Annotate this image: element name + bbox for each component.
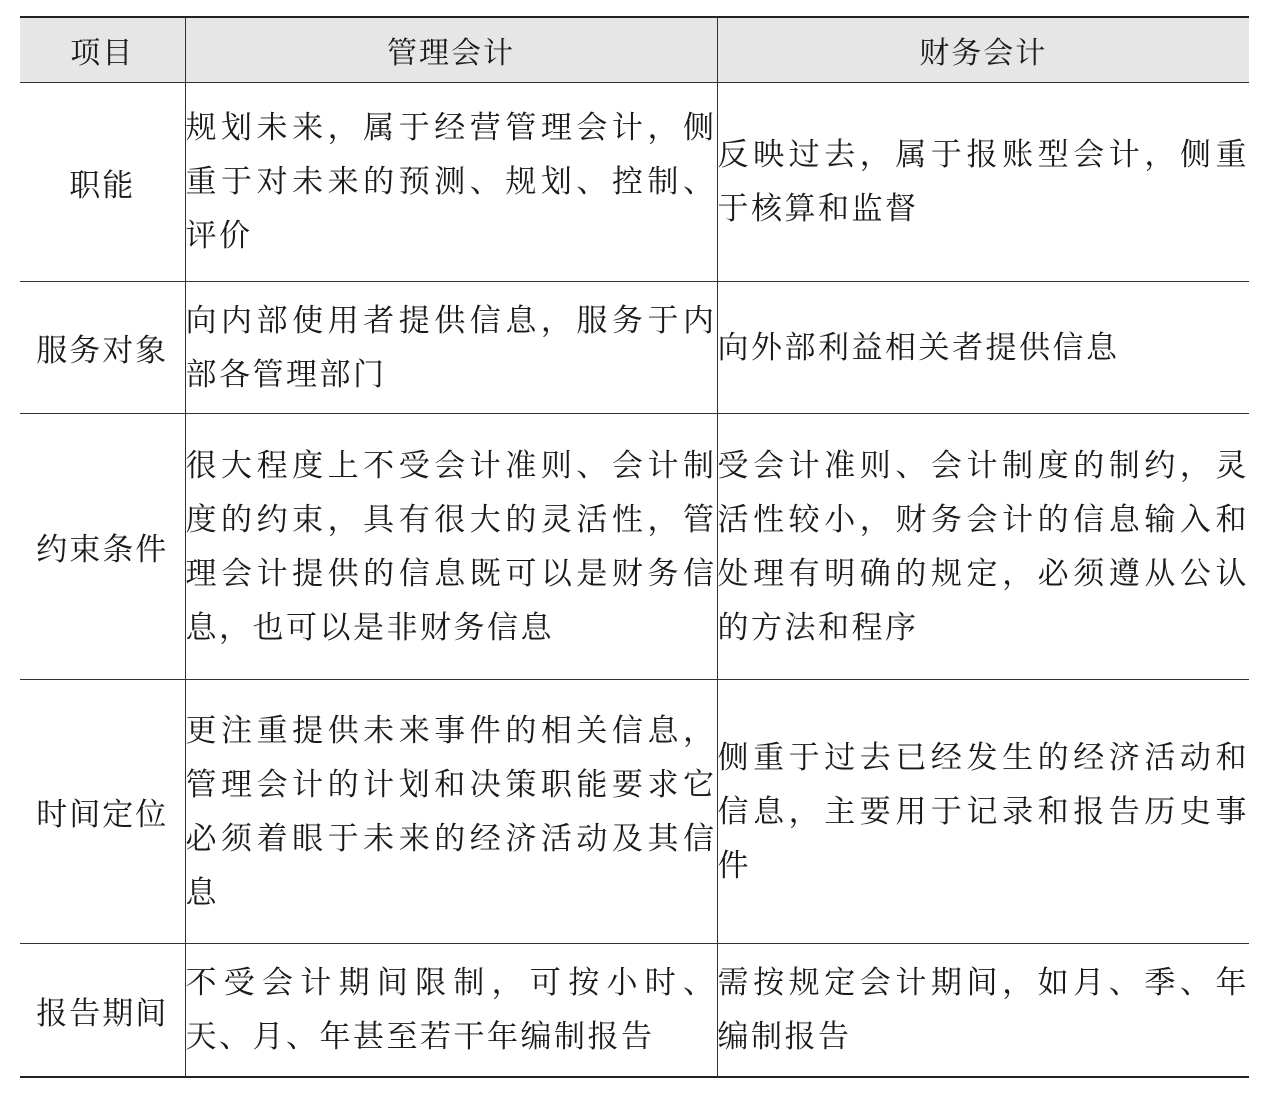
row-label: 职能 xyxy=(20,83,185,282)
table-row-time-orientation xyxy=(20,680,1249,944)
table-row-function xyxy=(20,83,1249,282)
management-cell: 很大程度上不受会计准则、会计制度的约束，具有很大的灵活性，管理会计提供的信息既可以是财务信息，也可以是非财务信息 xyxy=(185,414,717,680)
table-row-service-target xyxy=(20,282,1249,414)
header-row xyxy=(20,17,1249,83)
header-management-accounting: 管理会计 xyxy=(185,17,717,83)
row-label: 约束条件 xyxy=(20,414,185,680)
financial-cell: 需按规定会计期间，如月、季、年编制报告 xyxy=(717,944,1249,1078)
financial-cell: 向外部利益相关者提供信息 xyxy=(717,282,1249,414)
management-cell: 不受会计期间限制，可按小时、天、月、年甚至若干年编制报告 xyxy=(185,944,717,1078)
row-label: 服务对象 xyxy=(20,282,185,414)
financial-cell: 受会计准则、会计制度的制约，灵活性较小，财务会计的信息输入和处理有明确的规定，必须遵从公认的方法和程序 xyxy=(717,414,1249,680)
row-label: 时间定位 xyxy=(20,680,185,944)
comparison-table-container xyxy=(20,16,1249,1078)
table-header xyxy=(20,17,1249,83)
table-row-constraints xyxy=(20,414,1249,680)
table-body xyxy=(20,83,1249,1078)
financial-cell: 反映过去，属于报账型会计，侧重于核算和监督 xyxy=(717,83,1249,282)
management-cell: 向内部使用者提供信息，服务于内部各管理部门 xyxy=(185,282,717,414)
row-label: 报告期间 xyxy=(20,944,185,1078)
financial-cell: 侧重于过去已经发生的经济活动和信息，主要用于记录和报告历史事件 xyxy=(717,680,1249,944)
management-cell: 更注重提供未来事件的相关信息，管理会计的计划和决策职能要求它必须着眼于未来的经济活动及其信息 xyxy=(185,680,717,944)
management-vs-financial-accounting-table xyxy=(20,16,1249,1078)
management-cell: 规划未来，属于经营管理会计，侧重于对未来的预测、规划、控制、评价 xyxy=(185,83,717,282)
header-financial-accounting: 财务会计 xyxy=(717,17,1249,83)
table-row-reporting-period xyxy=(20,944,1249,1078)
header-item: 项目 xyxy=(20,17,185,83)
